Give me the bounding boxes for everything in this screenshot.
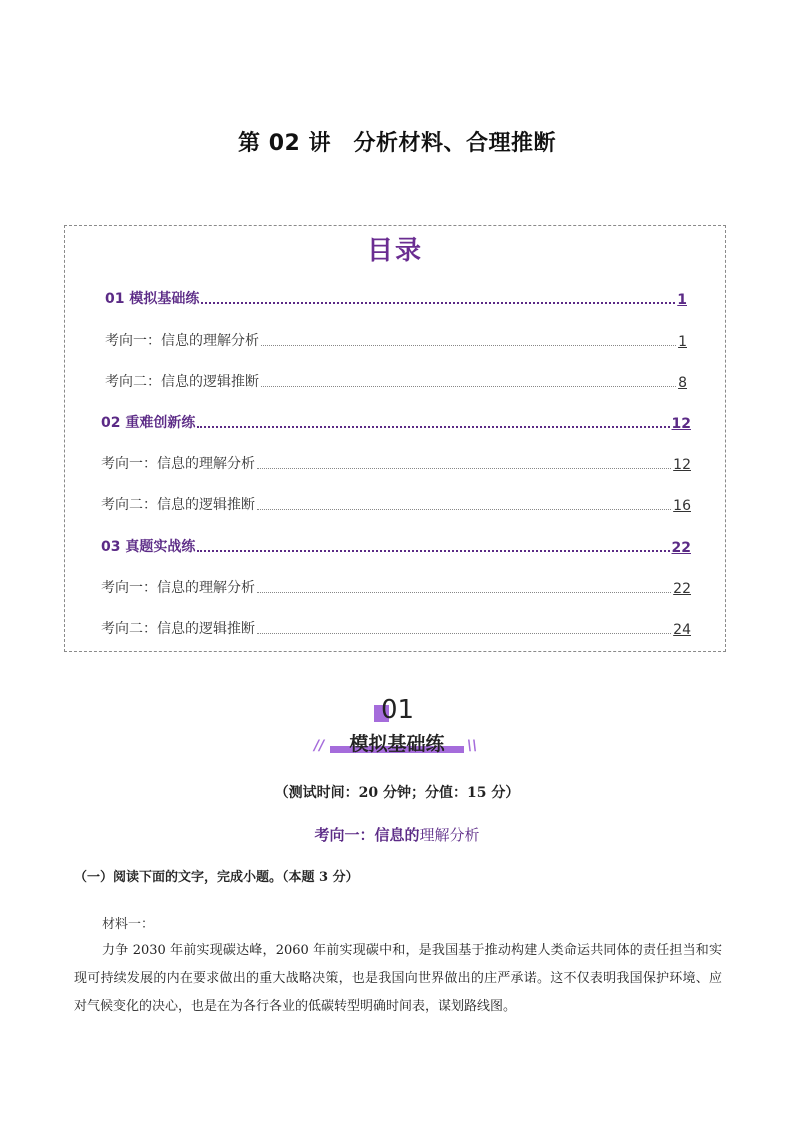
toc-entry[interactable] — [101, 618, 691, 638]
toc-page-link[interactable]: 22 — [671, 540, 691, 556]
toc-entry[interactable] — [101, 412, 691, 432]
toc-page-link[interactable]: 1 — [677, 292, 687, 308]
section-number-badge — [372, 697, 432, 727]
toc-page-link[interactable]: 12 — [671, 416, 691, 432]
toc-page-link[interactable]: 22 — [673, 581, 691, 597]
toc-entry-label: 考向一：信息的理解分析 — [101, 580, 255, 596]
material-paragraph: 力争 2030 年前实现碳达峰，2060 年前实现碳中和，是我国基于推动构建人类命运共同体的责任担当和实现可持续发展的内在要求做出的重大战略决策，也是我国向世界做出的庄严承诺。这不仅表明我国保护环境、应对气候变化的决心，也是在为各行各业的低碳转型明确时间表，谋划路线图。 — [74, 943, 722, 1014]
toc-entry[interactable] — [105, 371, 687, 391]
test-info: （测试时间：20 分钟；分值：15 分） — [274, 785, 520, 801]
toc-page-link[interactable]: 8 — [678, 375, 687, 391]
left-slash-decoration: // — [314, 738, 325, 754]
table-of-contents — [64, 225, 726, 652]
toc-entry-label: 考向二：信息的逻辑推断 — [105, 374, 259, 390]
toc-entry[interactable] — [101, 577, 691, 597]
topic-subheading — [0, 824, 794, 845]
toc-entry-label: 02 重难创新练 — [101, 415, 196, 431]
section-number: 01 — [381, 695, 415, 725]
toc-leader-dots — [197, 425, 669, 428]
toc-leader-dots — [261, 344, 676, 346]
topic-subheading-bold: 考向一：信息的 — [314, 826, 420, 844]
toc-entry[interactable] — [101, 494, 691, 514]
toc-entry-label: 01 模拟基础练 — [105, 291, 200, 307]
toc-entry-label: 03 真题实战练 — [101, 539, 196, 555]
toc-leader-dots — [257, 591, 671, 593]
page-title: 第 02 讲 分析材料、合理推断 — [238, 131, 556, 156]
toc-page-link[interactable]: 12 — [673, 457, 691, 473]
toc-leader-dots — [261, 385, 676, 387]
section-title: 模拟基础练 — [349, 733, 445, 755]
toc-page-link[interactable]: 16 — [673, 498, 691, 514]
toc-entry[interactable] — [101, 453, 691, 473]
toc-entry-label: 考向二：信息的逻辑推断 — [101, 497, 255, 513]
toc-leader-dots — [197, 549, 669, 552]
question-instruction: （一）阅读下面的文字，完成小题。（本题 3 分） — [74, 870, 359, 885]
topic-subheading-rest: 理解分析 — [419, 826, 480, 844]
toc-entry-label: 考向一：信息的理解分析 — [101, 456, 255, 472]
toc-leader-dots — [257, 508, 671, 510]
toc-page-link[interactable]: 1 — [678, 334, 687, 350]
toc-entry[interactable] — [101, 536, 691, 556]
section-banner — [330, 729, 464, 755]
toc-page-link[interactable]: 24 — [673, 622, 691, 638]
toc-heading: 目录 — [366, 236, 423, 266]
toc-entry-label: 考向一：信息的理解分析 — [105, 333, 259, 349]
toc-leader-dots — [257, 632, 671, 634]
toc-entry[interactable] — [105, 288, 687, 308]
material-label: 材料一： — [102, 917, 155, 932]
toc-entry[interactable] — [105, 330, 687, 350]
toc-leader-dots — [201, 301, 675, 304]
right-slash-decoration: \\ — [467, 738, 478, 754]
toc-entry-label: 考向二：信息的逻辑推断 — [101, 621, 255, 637]
toc-leader-dots — [257, 467, 671, 469]
